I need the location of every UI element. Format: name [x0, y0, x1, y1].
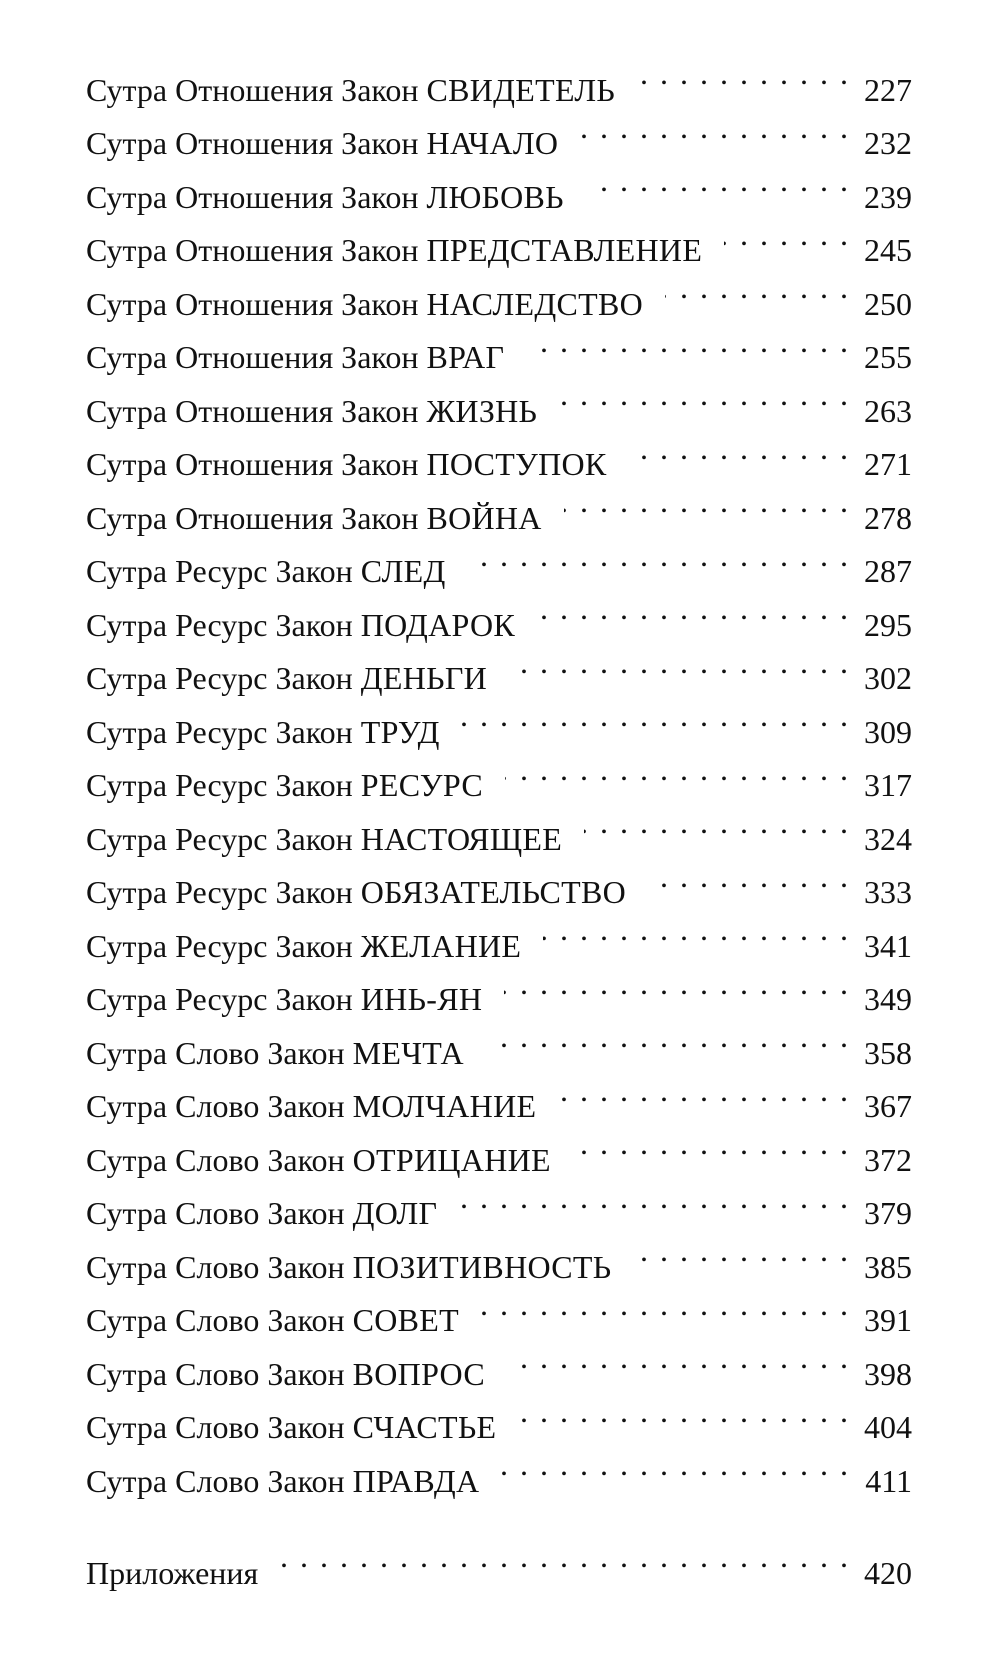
dot-leader	[543, 903, 850, 957]
dot-leader	[559, 368, 850, 422]
law-name: МОЛЧАНИЕ	[352, 1088, 537, 1124]
toc-entry-title	[86, 331, 504, 385]
toc-page-number: 411	[865, 1462, 912, 1499]
toc-page-number: 278	[864, 499, 912, 536]
law-name: ВРАГ	[426, 339, 505, 375]
law-name: НАСТОЯЩЕЕ	[360, 820, 563, 857]
toc-page-number: 317	[864, 767, 912, 803]
toc-entry-title	[86, 545, 446, 599]
dot-leader	[501, 1438, 850, 1492]
dot-leader	[648, 850, 850, 904]
law-name: ПРАВДА	[352, 1462, 480, 1499]
toc-entry-title	[86, 1027, 464, 1081]
toc-page-number: 385	[864, 1248, 912, 1285]
toc-entry-title	[86, 1348, 485, 1402]
dot-leader	[665, 261, 850, 315]
toc-entry-title	[86, 973, 482, 1027]
dot-leader	[724, 208, 850, 262]
toc-entry-title	[86, 171, 564, 225]
sutra-prefix: Сутра Слово Закон	[86, 1409, 345, 1445]
dot-leader	[580, 101, 850, 155]
dot-leader	[573, 1117, 850, 1171]
toc-page-number: 324	[864, 820, 912, 857]
dot-leader	[564, 475, 850, 529]
sutra-prefix: Сутра Отношения Закон	[86, 178, 419, 215]
law-name: ДОЛГ	[352, 1195, 438, 1231]
toc-entry[interactable]	[86, 47, 912, 108]
dot-leader	[504, 957, 850, 1011]
toc-page-number: 372	[864, 1141, 912, 1178]
toc-page-number: 302	[864, 660, 912, 696]
dot-leader	[558, 1064, 850, 1118]
law-name: ДЕНЬГИ	[360, 660, 488, 696]
sutra-prefix: Сутра Ресурс Закон	[86, 713, 353, 750]
law-name: СВИДЕТЕЛЬ	[426, 71, 616, 108]
sutra-prefix: Сутра Ресурс Закон	[86, 660, 353, 696]
dot-leader	[586, 154, 850, 208]
law-name: ВОЙНА	[426, 499, 542, 536]
law-name: ЖИЗНЬ	[426, 392, 538, 429]
law-name: ЛЮБОВЬ	[426, 178, 564, 215]
toc-entry-title	[86, 64, 615, 118]
law-name: ОТРИЦАНИЕ	[352, 1141, 551, 1178]
dot-leader	[584, 796, 850, 850]
toc-entry-title	[86, 1455, 479, 1509]
sutra-prefix: Сутра Отношения Закон	[86, 499, 419, 536]
toc-page-number: 232	[864, 125, 912, 161]
law-name: НАСЛЕДСТВО	[426, 285, 644, 322]
appendix-section	[86, 1530, 912, 1591]
dot-leader	[537, 582, 850, 636]
toc-page-number: 341	[864, 927, 912, 964]
sutra-prefix: Сутра Отношения Закон	[86, 125, 419, 161]
sutra-prefix: Сутра Отношения Закон	[86, 339, 419, 375]
sutra-prefix: Сутра Отношения Закон	[86, 232, 419, 268]
sutra-prefix: Сутра Отношения Закон	[86, 446, 419, 482]
toc-page-number: 349	[864, 981, 912, 1017]
toc-page-number: 255	[864, 339, 912, 375]
law-name: ПОЗИТИВНОСТЬ	[352, 1248, 612, 1285]
law-name: МЕЧТА	[352, 1034, 464, 1071]
sutra-prefix: Сутра Слово Закон	[86, 1462, 345, 1499]
toc-entry-title	[86, 1294, 459, 1348]
toc-entry-title	[86, 224, 702, 278]
dot-leader	[526, 315, 850, 369]
law-name: ВОПРОС	[352, 1355, 486, 1392]
sutra-prefix: Сутра Слово Закон	[86, 1248, 345, 1285]
law-name: ЖЕЛАНИЕ	[360, 927, 522, 964]
law-name: СЛЕД	[360, 553, 446, 589]
sutra-prefix: Сутра Ресурс Закон	[86, 606, 353, 643]
toc-entry-title	[86, 1187, 437, 1241]
sutra-prefix: Сутра Отношения Закон	[86, 71, 419, 108]
toc-page-number: 398	[864, 1355, 912, 1392]
dot-leader	[507, 1331, 850, 1385]
sutra-prefix: Сутра Слово Закон	[86, 1195, 345, 1231]
toc-page-number: 404	[864, 1409, 912, 1445]
toc-page-number: 239	[864, 178, 912, 215]
dot-leader	[468, 529, 850, 583]
law-name: НАЧАЛО	[426, 125, 559, 161]
toc-entry-title	[86, 920, 521, 974]
appendix-page-number: 420	[864, 1554, 912, 1591]
toc-entry-title	[86, 706, 440, 760]
law-name: СЧАСТЬЕ	[352, 1409, 497, 1445]
sutra-prefix: Сутра Ресурс Закон	[86, 820, 353, 857]
dot-leader	[518, 1385, 850, 1439]
sutra-prefix: Сутра Слово Закон	[86, 1355, 345, 1392]
toc-page-number: 333	[864, 874, 912, 910]
sutra-prefix: Сутра Слово Закон	[86, 1302, 345, 1338]
sutra-prefix: Сутра Ресурс Закон	[86, 927, 353, 964]
sutra-prefix: Сутра Ресурс Закон	[86, 874, 353, 910]
toc-page-number: 295	[864, 606, 912, 643]
toc-page-number: 358	[864, 1034, 912, 1071]
dot-leader	[637, 47, 850, 101]
sutra-prefix: Сутра Ресурс Закон	[86, 553, 353, 589]
appendix-title: Приложения	[86, 1554, 259, 1591]
toc-page-number: 379	[864, 1195, 912, 1231]
table-of-contents	[86, 47, 912, 1499]
toc-page-number: 227	[864, 71, 912, 108]
toc-entry-title	[86, 813, 562, 867]
sutra-prefix: Сутра Слово Закон	[86, 1088, 345, 1124]
dot-leader	[481, 1278, 850, 1332]
toc-entry-title	[86, 599, 515, 653]
sutra-prefix: Сутра Ресурс Закон	[86, 767, 353, 803]
law-name: ИНЬ-ЯН	[360, 981, 483, 1017]
toc-entry-title	[86, 385, 537, 439]
dot-leader	[629, 422, 850, 476]
toc-page-number: 245	[864, 232, 912, 268]
law-name: СОВЕТ	[352, 1302, 459, 1338]
law-name: ТРУД	[360, 713, 440, 750]
toc-page-number: 391	[864, 1302, 912, 1338]
sutra-prefix: Сутра Отношения Закон	[86, 285, 419, 322]
dot-leader	[459, 1171, 850, 1225]
dot-leader	[486, 1010, 850, 1064]
toc-entry-title	[86, 117, 558, 171]
dot-leader	[633, 1224, 850, 1278]
toc-page-number: 309	[864, 713, 912, 750]
toc-entry-title	[86, 438, 607, 492]
toc-entry-appendix[interactable]	[86, 1530, 912, 1591]
sutra-prefix: Сутра Слово Закон	[86, 1034, 345, 1071]
law-name: ПОДАРОК	[360, 606, 516, 643]
dot-leader	[280, 1530, 850, 1584]
toc-entry-title	[86, 652, 487, 706]
sutra-prefix: Сутра Ресурс Закон	[86, 981, 353, 1017]
law-name: РЕСУРС	[360, 767, 484, 803]
dot-leader	[509, 636, 850, 690]
toc-page-number: 263	[864, 392, 912, 429]
toc-page-number: 271	[864, 446, 912, 482]
toc-page-number: 367	[864, 1088, 912, 1124]
toc-page-number: 250	[864, 285, 912, 322]
dot-leader	[462, 689, 850, 743]
toc-entry-title	[86, 1080, 536, 1134]
toc-page-number: 287	[864, 553, 912, 589]
law-name: ОБЯЗАТЕЛЬСТВО	[360, 874, 627, 910]
toc-entry-title	[86, 759, 483, 813]
sutra-prefix: Сутра Слово Закон	[86, 1141, 345, 1178]
dot-leader	[505, 743, 850, 797]
law-name: ПОСТУПОК	[426, 446, 607, 482]
sutra-prefix: Сутра Отношения Закон	[86, 392, 419, 429]
toc-entry-title	[86, 1401, 496, 1455]
law-name: ПРЕДСТАВЛЕНИЕ	[426, 232, 703, 268]
